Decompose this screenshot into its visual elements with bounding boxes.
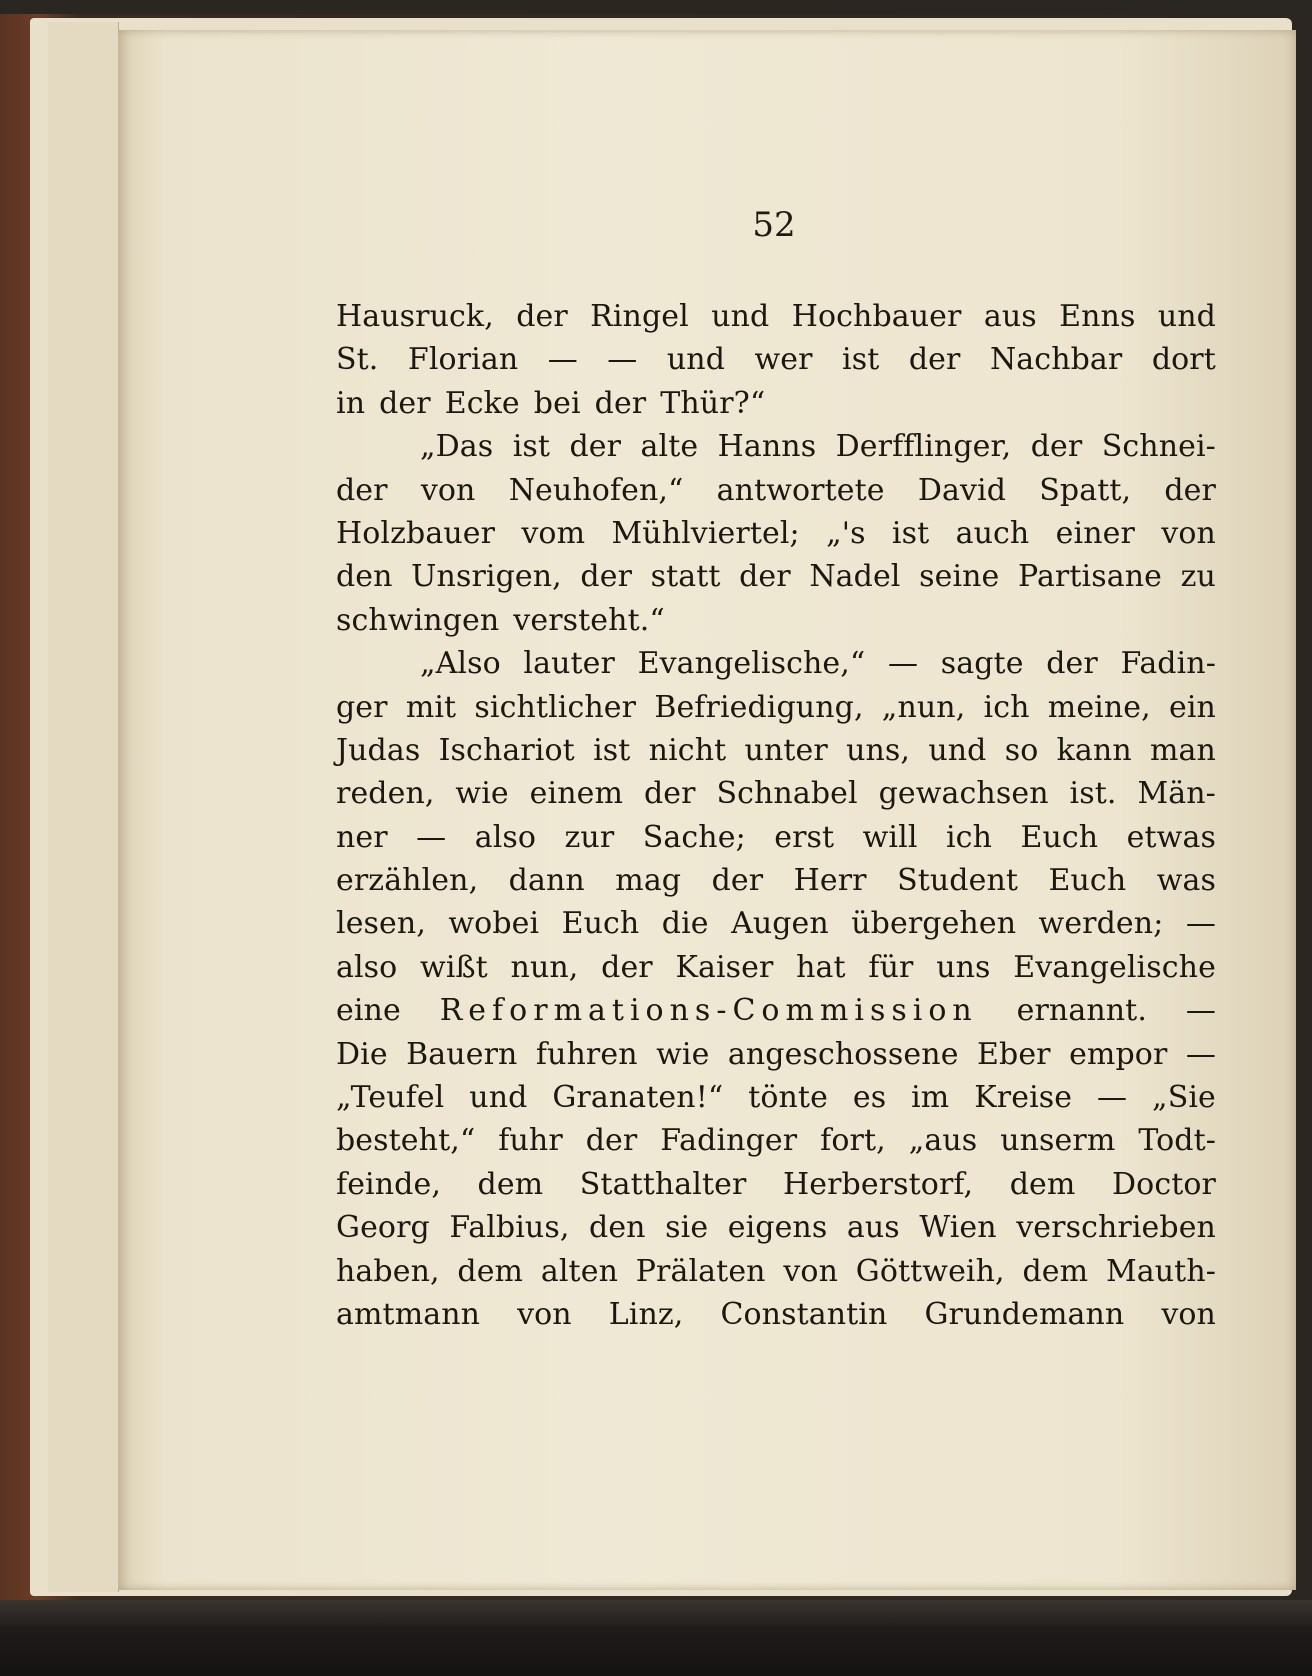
- word: sie: [665, 1210, 709, 1246]
- word: zu: [1180, 559, 1216, 595]
- word: Doctor: [1112, 1166, 1216, 1202]
- word: Augen: [731, 906, 829, 942]
- word: von: [420, 472, 476, 508]
- word: unserm: [1000, 1123, 1116, 1159]
- word: ist: [512, 429, 551, 465]
- word: uns,: [846, 732, 911, 768]
- word: fuhr: [498, 1123, 563, 1159]
- word: Schnabel: [716, 776, 858, 812]
- word: Eber: [977, 1036, 1051, 1072]
- word: Göttweih,: [855, 1253, 1005, 1289]
- cover-bottom-edge: [0, 1600, 1312, 1676]
- word: von: [517, 1296, 572, 1332]
- word: der: [739, 559, 791, 595]
- word: —: [888, 646, 919, 682]
- word: tönte: [748, 1080, 828, 1116]
- word: Todt-: [1138, 1123, 1216, 1159]
- text-line: [336, 1293, 1216, 1336]
- word: fort,: [820, 1123, 886, 1159]
- word: —: [416, 819, 447, 855]
- text-line: [336, 1250, 1216, 1293]
- word: ein: [1169, 689, 1216, 725]
- word: Nachbar: [989, 342, 1123, 378]
- word: Neuhofen,“: [508, 472, 684, 508]
- word: Hausruck,: [336, 299, 494, 334]
- word: versteht.“: [513, 602, 665, 638]
- text-line: [336, 686, 1216, 729]
- word: wie: [455, 776, 509, 812]
- word: besteht,“: [336, 1123, 476, 1159]
- word: Kreise: [974, 1080, 1073, 1116]
- word: Fadinger: [660, 1123, 798, 1159]
- word: man: [1150, 732, 1216, 768]
- word: einem: [529, 776, 624, 812]
- word: Schnei-: [1101, 429, 1216, 465]
- word: die: [661, 906, 709, 942]
- word: schwingen: [336, 602, 500, 638]
- word: aus: [846, 1210, 900, 1246]
- word: Enns: [1059, 299, 1136, 334]
- word: Ecke: [444, 385, 520, 421]
- word: dem: [457, 1253, 524, 1289]
- word: der: [1164, 472, 1216, 508]
- word: „Also: [420, 646, 501, 682]
- word: Euch: [561, 906, 640, 942]
- word: dort: [1151, 342, 1216, 378]
- text-line: [336, 902, 1216, 945]
- word: alten: [540, 1253, 618, 1289]
- word: reden,: [336, 776, 435, 812]
- text-line: [336, 555, 1216, 598]
- word: Män-: [1137, 776, 1216, 812]
- word: so: [1004, 732, 1039, 768]
- word: von: [1161, 515, 1216, 551]
- word: erzählen,: [336, 863, 479, 899]
- word: Sache;: [642, 819, 746, 855]
- word: Spatt,: [1039, 472, 1132, 508]
- text-line: [336, 599, 1216, 642]
- word: will: [862, 819, 918, 855]
- word: Partisane: [1018, 559, 1162, 595]
- word: der: [569, 429, 622, 465]
- word: ist: [842, 342, 880, 378]
- word: St.: [336, 342, 379, 378]
- word: und: [469, 1080, 528, 1116]
- word: „nun,: [881, 689, 966, 725]
- word: gewachsen: [878, 776, 1049, 812]
- text-line: [336, 772, 1216, 815]
- word: —: [1097, 1080, 1128, 1116]
- word: ger: [336, 689, 388, 725]
- word: sichtlicher: [474, 689, 637, 725]
- word: was: [1156, 863, 1216, 899]
- word: eigens: [727, 1210, 828, 1246]
- text-line: [336, 1076, 1216, 1119]
- word: Evangelische: [1013, 949, 1216, 985]
- word: Euch: [1020, 819, 1099, 855]
- text-line: [336, 425, 1216, 468]
- word: Wien: [919, 1210, 997, 1246]
- word: der: [1046, 646, 1098, 682]
- word: im: [911, 1080, 950, 1116]
- text-line: [336, 1163, 1216, 1206]
- page-number: 52: [752, 205, 796, 245]
- word: Granaten!“: [552, 1080, 724, 1116]
- word: auch: [955, 515, 1030, 551]
- word: und: [1157, 299, 1216, 334]
- word: lauter: [523, 646, 615, 682]
- word: und: [666, 342, 726, 378]
- word: wer: [754, 342, 813, 378]
- word: Mühlviertel;: [611, 515, 800, 551]
- word: einer: [1055, 515, 1135, 551]
- word: mit: [405, 689, 457, 725]
- word: ist: [593, 732, 631, 768]
- word: Grundemann: [924, 1296, 1125, 1332]
- word: es: [852, 1080, 887, 1116]
- word: Derfflinger,: [835, 429, 1012, 465]
- word: —: [1185, 993, 1216, 1029]
- word: Nadel: [809, 559, 901, 595]
- word: der: [379, 385, 431, 421]
- word: Euch: [1048, 863, 1127, 899]
- word: und: [711, 299, 770, 334]
- word: etwas: [1126, 819, 1216, 855]
- text-line: [336, 512, 1216, 555]
- word: von: [1161, 1296, 1216, 1332]
- word: Falbius,: [449, 1210, 570, 1246]
- word: empor: [1069, 1036, 1168, 1072]
- word: uns: [936, 949, 991, 985]
- word: antwortete: [716, 472, 885, 508]
- word: den: [336, 559, 393, 595]
- word: bei: [533, 385, 581, 421]
- word: der: [594, 385, 647, 421]
- word: Bauern: [406, 1036, 518, 1072]
- text-line: [336, 729, 1216, 772]
- word: Evangelische,“: [637, 646, 866, 682]
- text-line: [336, 989, 1216, 1032]
- word: meine,: [1047, 689, 1151, 725]
- word: von: [783, 1253, 838, 1289]
- word: den: [589, 1210, 646, 1246]
- word: —: [607, 342, 638, 378]
- word: erst: [774, 819, 835, 855]
- word: fuhren: [535, 1036, 638, 1072]
- word: verschrieben: [1016, 1210, 1216, 1246]
- word: Linz,: [608, 1296, 684, 1332]
- word: „Das: [420, 429, 494, 465]
- word: —: [1185, 906, 1216, 942]
- word: dem: [477, 1166, 544, 1202]
- word: der: [601, 949, 653, 985]
- word: wie: [656, 1036, 710, 1072]
- word: also: [336, 949, 398, 985]
- text-line: [336, 946, 1216, 989]
- word: Kaiser: [675, 949, 774, 985]
- word: dem: [1022, 1253, 1089, 1289]
- word: ist: [891, 515, 930, 551]
- text-line: [336, 295, 1216, 338]
- page-edge: [48, 22, 69, 1592]
- word: der: [336, 472, 388, 508]
- word: „'s: [826, 515, 866, 551]
- word: dem: [1009, 1166, 1076, 1202]
- word: feinde,: [336, 1166, 441, 1202]
- word: Thür?“: [660, 385, 766, 421]
- text-line: [336, 382, 1216, 425]
- word: Florian: [407, 342, 519, 378]
- word: ner: [336, 819, 388, 855]
- word: mag: [615, 863, 682, 899]
- word: Mauth-: [1105, 1253, 1216, 1289]
- text-line: [336, 859, 1216, 902]
- word: der: [1030, 429, 1083, 465]
- word: sagte: [940, 646, 1024, 682]
- word: der: [908, 342, 961, 378]
- word: „Teufel: [336, 1080, 445, 1116]
- word: wobei: [448, 906, 540, 942]
- text-line: [336, 816, 1216, 859]
- word: Holzbauer: [336, 515, 496, 551]
- word: der: [580, 559, 633, 595]
- word: dann: [508, 863, 585, 899]
- word: Die: [336, 1036, 388, 1072]
- word: Herr: [793, 863, 867, 899]
- word: Judas: [336, 732, 421, 768]
- word: der: [585, 1123, 638, 1159]
- word: unter: [744, 732, 828, 768]
- word: nun,: [510, 949, 579, 985]
- word: Student: [897, 863, 1019, 899]
- word: statt: [650, 559, 721, 595]
- word: Georg: [336, 1210, 430, 1246]
- word: ist.: [1069, 776, 1117, 812]
- word: Unsrigen,: [411, 559, 562, 595]
- word: der: [711, 863, 764, 899]
- word: für: [868, 949, 914, 985]
- word: „Sie: [1152, 1080, 1216, 1116]
- word: eine: [336, 993, 401, 1029]
- word: der: [516, 299, 568, 334]
- word: Befriedigung,: [654, 689, 864, 725]
- word: ernannt.: [1016, 993, 1147, 1029]
- word: wißt: [420, 949, 488, 985]
- word: hat: [796, 949, 846, 985]
- word: in: [336, 385, 366, 421]
- text-line: [336, 642, 1216, 685]
- text-line: [336, 1206, 1216, 1249]
- text-line: [336, 1119, 1216, 1162]
- word: also: [474, 819, 537, 855]
- text-line: [336, 469, 1216, 512]
- page-text: [336, 295, 1216, 1336]
- word: Statthalter: [579, 1166, 747, 1202]
- word: der: [643, 776, 696, 812]
- word: und: [928, 732, 987, 768]
- word: Ischariot: [438, 732, 575, 768]
- word: werden;: [1038, 906, 1164, 942]
- cover-top-edge: [0, 0, 1312, 14]
- word: —: [1185, 1036, 1216, 1072]
- word: angeschossene: [727, 1036, 959, 1072]
- word: Hanns: [717, 429, 817, 465]
- word: kann: [1056, 732, 1132, 768]
- word: Reformations-Commission: [439, 993, 978, 1029]
- word: zur: [564, 819, 615, 855]
- word: Fadin-: [1120, 646, 1216, 682]
- word: haben,: [336, 1253, 440, 1289]
- text-line: [336, 338, 1216, 381]
- word: übergehen: [851, 906, 1017, 942]
- word: Hochbauer: [791, 299, 962, 334]
- word: ich: [983, 689, 1030, 725]
- word: ich: [945, 819, 993, 855]
- text-line: [336, 1033, 1216, 1076]
- word: aus: [983, 299, 1037, 334]
- word: —: [547, 342, 578, 378]
- page-edge: [68, 22, 83, 1592]
- word: vom: [521, 515, 586, 551]
- word: Ringel: [590, 299, 689, 334]
- word: Constantin: [720, 1296, 888, 1332]
- word: alte: [640, 429, 699, 465]
- word: amtmann: [336, 1296, 481, 1332]
- word: „aus: [908, 1123, 978, 1159]
- word: seine: [919, 559, 1000, 595]
- word: lesen,: [336, 906, 426, 942]
- word: Herberstorf,: [783, 1166, 974, 1202]
- word: Prälaten: [635, 1253, 766, 1289]
- word: David: [917, 472, 1007, 508]
- word: nicht: [648, 732, 727, 768]
